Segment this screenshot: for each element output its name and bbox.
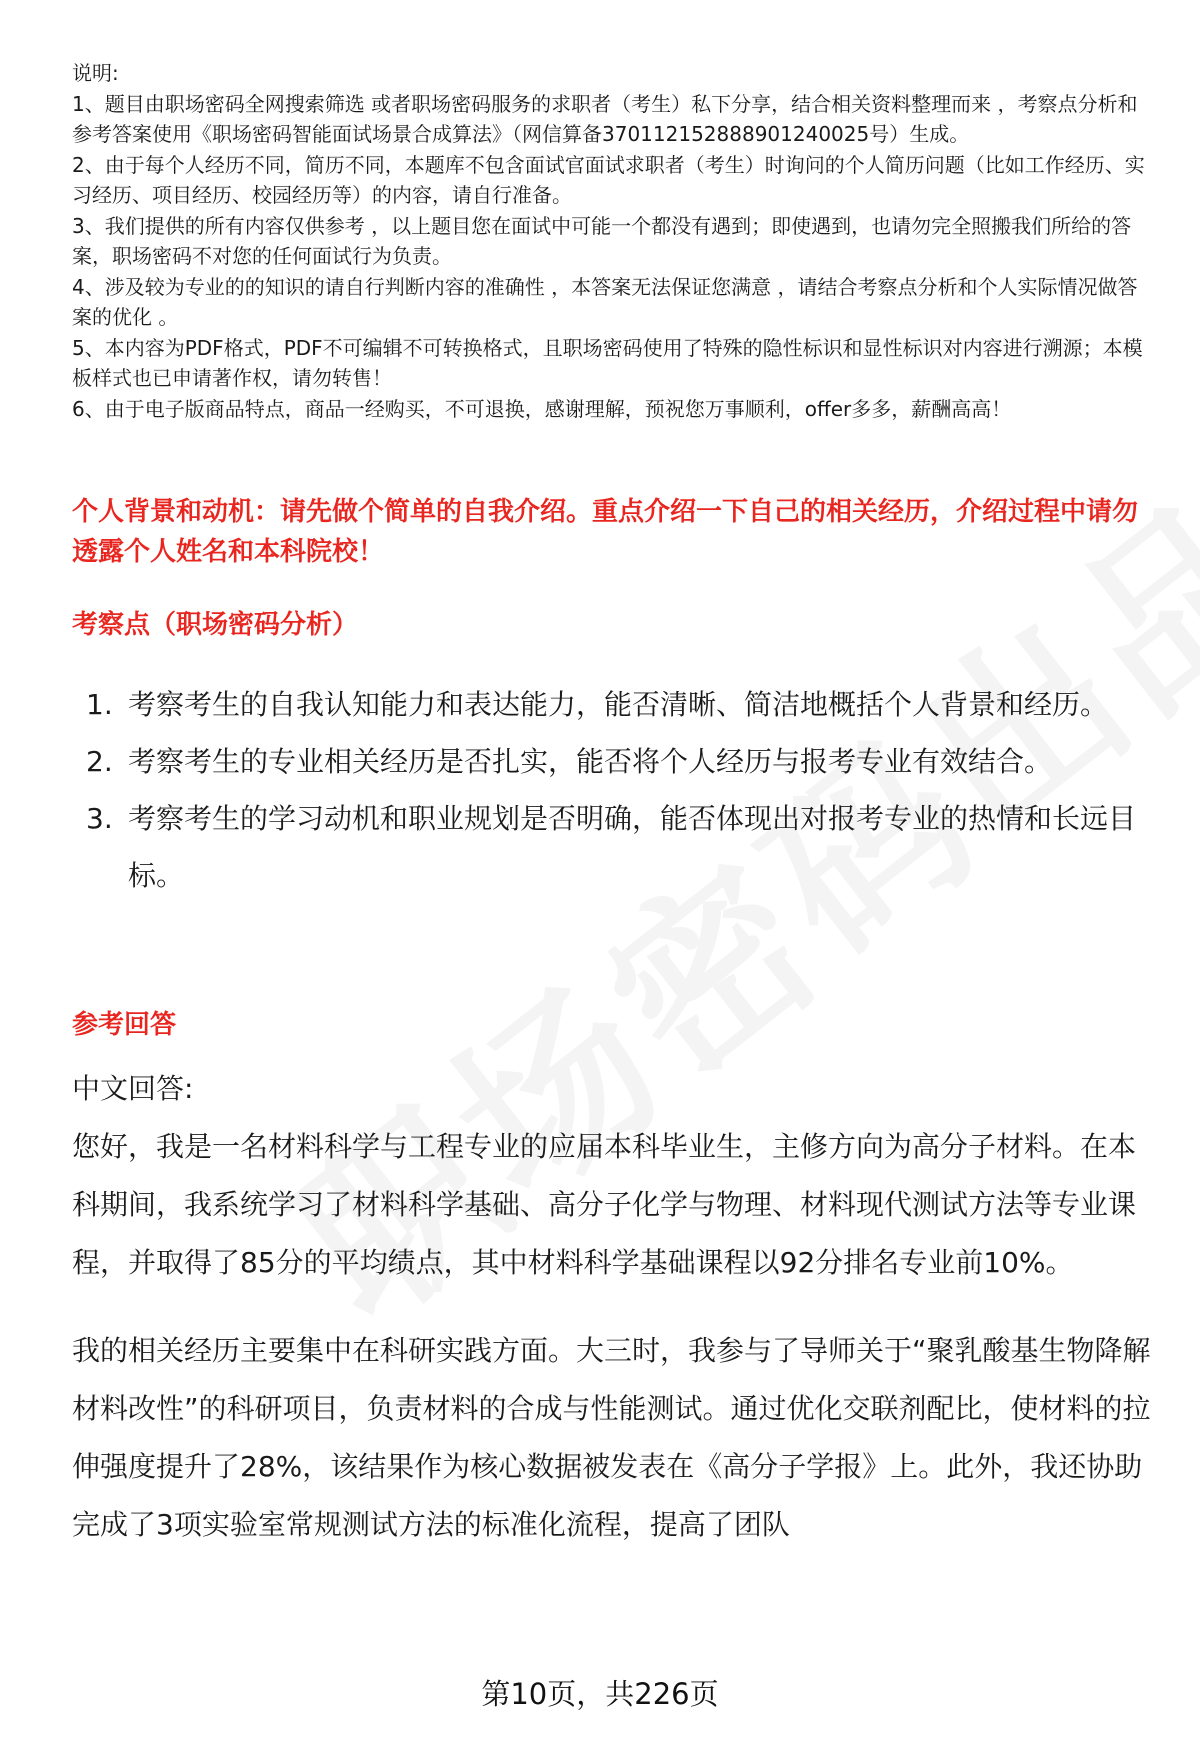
note-item: 5、本内容为PDF格式，PDF不可编辑不可转换格式，且职场密码使用了特殊的隐性标识和显性标识对内容进行溯源；本模板样式也已申请著作权，请勿转售！ <box>72 335 1143 390</box>
interview-question: 个人背景和动机：请先做个简单的自我介绍。重点介绍一下自己的相关经历，介绍过程中请勿透露个人姓名和本科院校！ <box>72 497 1139 567</box>
point-number: 2. <box>86 745 113 778</box>
note-item: 2、由于每个人经历不同，简历不同，本题库不包含面试官面试求职者（考生）时询问的个人简历问题（比如工作经历、实习经历、项目经历、校园经历等）的内容，请自行准备。 <box>72 152 1145 207</box>
note-item: 1、题目由职场密码全网搜索筛选 或者职场密码服务的求职者（考生）私下分享，结合相关资料整理而来 ，考察点分析和参考答案使用《职场密码智能面试场景合成算法》（网信算备370112152888901240025号）生成。 <box>72 91 1138 146</box>
point-number: 1. <box>86 688 113 721</box>
analysis-points <box>72 676 1152 904</box>
answer-paragraph: 我的相关经历主要集中在科研实践方面。大三时，我参与了导师关于“聚乳酸基生物降解材料改性”的科研项目，负责材料的合成与性能测试。通过优化交联剂配比，使材料的拉伸强度提升了28%，该结果作为核心数据被发表在《高分子学报》上。此外，我还协助完成了3项实验室常规测试方法的标准化流程，提高了团队 <box>72 1334 1151 1541</box>
note-item: 3、我们提供的所有内容仅供参考 ，以上题目您在面试中可能一个都没有遇到；即使遇到，也请勿完全照搬我们所给的答案，职场密码不对您的任何面试行为负责。 <box>72 213 1132 268</box>
point-text: 考察考生的自我认知能力和表达能力，能否清晰、简洁地概括个人背景和经历。 <box>128 688 1109 721</box>
reference-answer <box>72 1060 1152 1554</box>
disclaimer-notes <box>72 58 1152 424</box>
list-item <box>72 676 1152 733</box>
list-item <box>72 733 1152 790</box>
analysis-heading: 考察点（职场密码分析） <box>72 610 359 640</box>
point-number: 3. <box>86 802 113 835</box>
list-item <box>72 790 1152 904</box>
notes-heading: 说明: <box>72 61 119 85</box>
reference-heading: 参考回答 <box>72 1010 177 1040</box>
point-text: 考察考生的专业相关经历是否扎实，能否将个人经历与报考专业有效结合。 <box>128 745 1053 778</box>
note-item: 4、涉及较为专业的的知识的请自行判断内容的准确性 ，本答案无法保证您满意 ，请结合考察点分析和个人实际情况做答案的优化 。 <box>72 274 1138 329</box>
answer-label: 中文回答: <box>72 1072 194 1105</box>
point-text: 考察考生的学习动机和职业规划是否明确，能否体现出对报考专业的热情和长远目标。 <box>128 802 1137 892</box>
page-number: 第10页，共226页 <box>481 1677 719 1711</box>
note-item: 6、由于电子版商品特点，商品一经购买，不可退换，感谢理解，预祝您万事顺利，offer多多，薪酬高高！ <box>72 396 1012 421</box>
answer-paragraph: 您好，我是一名材料科学与工程专业的应届本科毕业生，主修方向为高分子材料。在本科期间，我系统学习了材料科学基础、高分子化学与物理、材料现代测试方法等专业课程，并取得了85分的平均绩点，其中材料科学基础课程以92分排名专业前10%。 <box>72 1130 1137 1279</box>
